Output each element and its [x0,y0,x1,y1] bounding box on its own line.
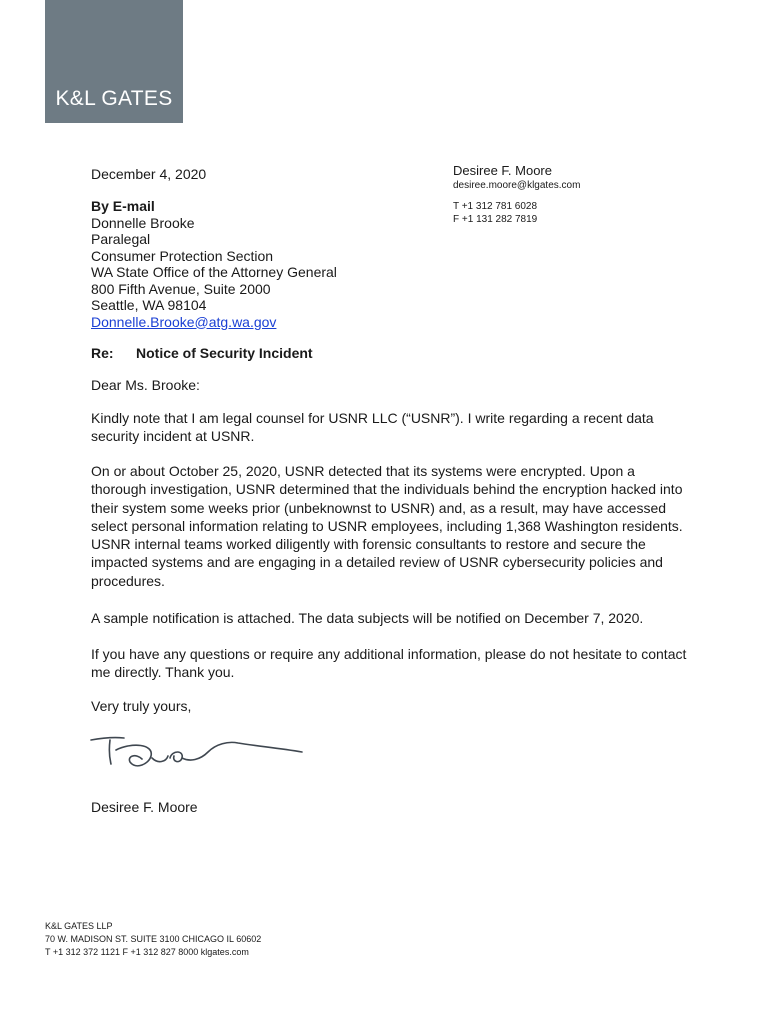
sender-name: Desiree F. Moore [453,163,552,178]
delivery-method: By E-mail [91,198,155,214]
signature-name: Desiree F. Moore [91,799,198,815]
subject-text: Notice of Security Incident [136,345,313,361]
paragraph-4: If you have any questions or require any additional information, please do not hesitate to contact me directly. Thank you. [91,646,687,681]
sender-email: desiree.moore@klgates.com [453,180,581,191]
firm-logo [45,0,183,123]
sender-fax: F +1 131 282 7819 [453,214,538,225]
sender-phone: T +1 312 781 6028 [453,201,538,212]
handwritten-signature [88,728,308,778]
recipient-street: 800 Fifth Avenue, Suite 2000 [91,280,271,297]
recipient-email-link[interactable]: Donnelle.Brooke@atg.wa.gov [91,313,277,330]
recipient-title: Paralegal [91,231,151,247]
recipient-name: Donnelle Brooke [91,214,195,231]
salutation: Dear Ms. Brooke: [91,377,200,393]
letter-date: December 4, 2020 [91,166,207,182]
paragraph-2: On or about October 25, 2020, USNR detected that its systems were encrypted. Upon a thorough investigation, USNR determined that the individuals behind the encryption hacked into their system some weeks prior (unbeknownst to USNR) and, as a result, may have accessed select personal information relating to USNR employees, including 1,368 Washington residents. USNR internal teams worked diligently with forensic consultants to restore and secure the impacted systems and are engaging in a detailed review of USNR cybersecurity policies and procedures. [91,463,683,589]
footer-contact: T +1 312 372 1121 F +1 312 827 8000 klgates.com [45,947,249,957]
footer [45,920,261,959]
paragraph-1: Kindly note that I am legal counsel for USNR LLC (“USNR”). I write regarding a recent data security incident at USNR. [91,410,654,445]
footer-address: 70 W. MADISON ST. SUITE 3100 CHICAGO IL 60602 [45,934,262,944]
recipient-city: Seattle, WA 98104 [91,297,207,313]
recipient-section: Consumer Protection Section [91,247,274,264]
re-label: Re: [91,345,114,361]
sender-block [453,163,580,226]
paragraph-3: A sample notification is attached. The data subjects will be notified on December 7, 2020. [91,610,644,626]
recipient-office: WA State Office of the Attorney General [91,264,337,280]
closing: Very truly yours, [91,698,192,714]
subject-line [91,345,313,362]
recipient-block [91,198,337,330]
footer-firm: K&L GATES LLP [45,921,113,931]
logo-text: K&L GATES [55,87,173,110]
